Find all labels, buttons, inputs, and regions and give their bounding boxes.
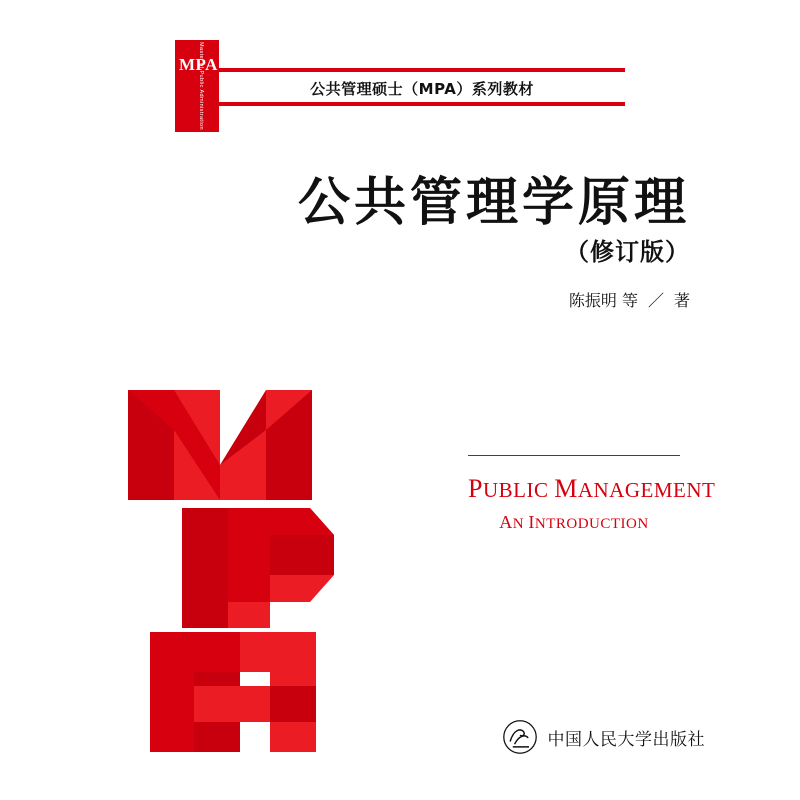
- english-title: PUBLIC MANAGEMENT: [468, 474, 716, 503]
- book-title: 公共管理学原理: [297, 173, 690, 233]
- series-banner: [175, 40, 625, 132]
- publisher-name: 中国人民大学出版社: [547, 729, 705, 750]
- english-title-rule: [468, 455, 680, 456]
- artwork-letter-p: [182, 508, 334, 628]
- series-logo-text: MPA: [179, 55, 218, 74]
- series-logo: [175, 40, 219, 132]
- series-rule-bottom: [219, 102, 625, 106]
- series-rule-top: [219, 68, 625, 72]
- mpa-artwork: [120, 370, 440, 770]
- author-role: 著: [673, 291, 690, 310]
- publisher-block: [502, 719, 706, 755]
- mpa-artwork-svg: [120, 370, 440, 770]
- artwork-letter-m: [128, 390, 312, 500]
- artwork-letter-a: [150, 632, 316, 752]
- author-separator: ／: [647, 291, 664, 310]
- publisher-logo-icon: [502, 719, 538, 755]
- english-title-block: [468, 455, 716, 533]
- series-logo-vertical-text: Master of Public Administration: [198, 42, 204, 130]
- book-subtitle: （修订版）: [565, 238, 690, 266]
- author-line: [569, 288, 690, 311]
- series-banner-title: 公共管理硕士（MPA）系列教材: [310, 79, 534, 98]
- author-name: 陈振明 等: [568, 291, 638, 310]
- english-subtitle: AN INTRODUCTION: [499, 512, 649, 532]
